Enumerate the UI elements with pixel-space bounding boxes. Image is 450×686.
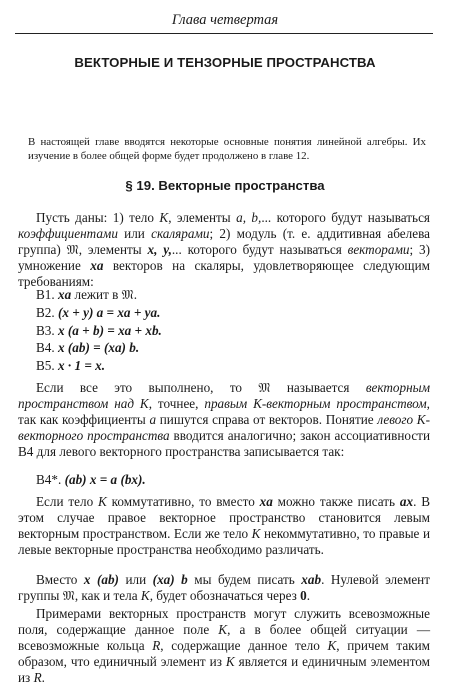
text: Примерами векторных пространств могут служить всевозможные поля, содержащие данное поле	[18, 606, 430, 638]
term-left-space: левого K-векторного пространства	[18, 412, 430, 444]
chapter-intro: В настоящей главе вводятся некоторые основные понятия линейной алгебры. Их изучение в более общей форме будет продолжено в главе 12.	[28, 136, 426, 162]
math-zero: 0	[300, 588, 307, 604]
running-header: Глава четвертая	[171, 12, 279, 28]
math-K: K	[218, 622, 228, 638]
text: вводится аналогично; закон ассоциативности B4 для левого векторного пространства записывается так:	[18, 428, 430, 460]
math-xa: xa	[259, 494, 273, 509]
axiom-text: лежит в 𝔐.	[71, 287, 138, 302]
text: Если тело	[36, 494, 98, 509]
axiom-number: B5.	[36, 358, 55, 374]
text: , точнее,	[148, 396, 205, 412]
axiom-number: B4.	[36, 340, 55, 356]
text: , а в более общей ситуации — всевозможные кольца	[18, 622, 431, 654]
math-xa: xa	[90, 258, 104, 274]
text: можно также писать	[272, 494, 400, 509]
text: ; 2) модуль (т. е. аддитивная абелева группа)	[18, 226, 430, 258]
term-scalars: скалярами	[151, 226, 210, 242]
paragraph-examples	[18, 606, 430, 686]
text: Пусть даны: 1) тело	[36, 210, 160, 225]
text: , так как коэффициенты	[18, 396, 430, 428]
axiom-number: B1.	[36, 287, 55, 302]
text: .	[41, 670, 45, 686]
term-right-space: правым K-векторным пространством	[204, 396, 427, 412]
math-R: R	[33, 670, 42, 686]
paragraph-vector-space	[18, 380, 430, 460]
text: , содержащие данное тело	[160, 638, 328, 654]
paragraph-commutative	[18, 494, 430, 558]
text: Если все это выполнено, то 𝔐 называется	[36, 380, 366, 395]
axiom-formula: (ab) x = a (bx).	[64, 472, 146, 487]
term-coefficients: коэффициентами	[18, 226, 118, 242]
axiom-b4-star	[36, 472, 146, 488]
axiom-formula: (x + y) a = xa + ya.	[58, 304, 161, 320]
axiom-item	[36, 357, 162, 375]
text: ; 3) умножение	[18, 242, 430, 274]
math-K: K	[159, 210, 169, 225]
text: ... которого будут называться	[171, 242, 348, 258]
math-R: R	[152, 638, 161, 654]
text: мы будем писать	[187, 572, 302, 587]
text: коммутативно, то вместо	[106, 494, 260, 509]
math-M: 𝔐	[66, 242, 79, 258]
math-a: a	[149, 412, 157, 428]
math-formula: (xa) b	[152, 572, 188, 587]
text: является и единичным элементом из	[18, 654, 430, 686]
axiom-item	[36, 304, 162, 322]
axiom-item	[36, 339, 162, 357]
section-title: § 19. Векторные пространства	[125, 178, 325, 193]
axiom-formula: x (ab) = (xa) b.	[58, 340, 140, 356]
text: векторов на скаляры, удовлетворяющее следующим требованиям:	[18, 258, 430, 290]
math-ax: ax	[399, 494, 414, 509]
text: . В этом случае правое векторное пространство становится левым векторным пространством. Если же тело	[18, 494, 430, 542]
axiom-number: B4*.	[36, 472, 62, 487]
axiom-number: B2.	[36, 304, 55, 320]
math-K: K	[140, 588, 150, 604]
axiom-item	[36, 286, 162, 304]
text: пишутся справа от векторов. Понятие	[156, 412, 378, 428]
text: .	[306, 588, 310, 604]
paragraph-definition	[18, 210, 430, 290]
axiom-item	[36, 322, 162, 340]
term-vector-space: векторным пространством над K	[18, 380, 430, 412]
header-rule	[15, 33, 433, 34]
text: некоммутативно, то правые и левые векторные пространства необходимо различать.	[18, 526, 430, 558]
math-K: K	[251, 526, 261, 542]
text: , будет обозначаться через	[149, 588, 301, 604]
math-ab: a, b,	[236, 210, 262, 225]
text: , причем таким образом, что единичный элемент из	[18, 638, 430, 670]
term-vectors: векторами	[347, 242, 410, 258]
chapter-title: ВЕКТОРНЫЕ И ТЕНЗОРНЫЕ ПРОСТРАНСТВА	[74, 55, 376, 70]
text: , элементы	[168, 210, 237, 225]
axiom-formula: x (a + b) = xa + xb.	[58, 322, 162, 338]
paragraph-notation	[18, 572, 430, 604]
text: Вместо	[36, 572, 84, 587]
math-K: K	[98, 494, 107, 509]
math-K: K	[327, 638, 337, 654]
math-formula: xab	[301, 572, 322, 587]
math-K: K	[225, 654, 235, 670]
text: или	[118, 572, 153, 587]
text: . Нулевой элемент группы 𝔐, как и тела	[18, 572, 431, 604]
text: , элементы	[78, 242, 148, 258]
axiom-formula: x · 1 = x.	[58, 358, 106, 374]
math-xy: x, y,	[147, 242, 172, 258]
axiom-number: B3.	[36, 322, 55, 338]
math-formula: x (ab)	[83, 572, 119, 587]
text: или	[117, 226, 152, 242]
axiom-formula: xa	[58, 287, 72, 302]
axiom-list	[36, 286, 162, 375]
text: ... которого будут называться	[261, 210, 430, 225]
